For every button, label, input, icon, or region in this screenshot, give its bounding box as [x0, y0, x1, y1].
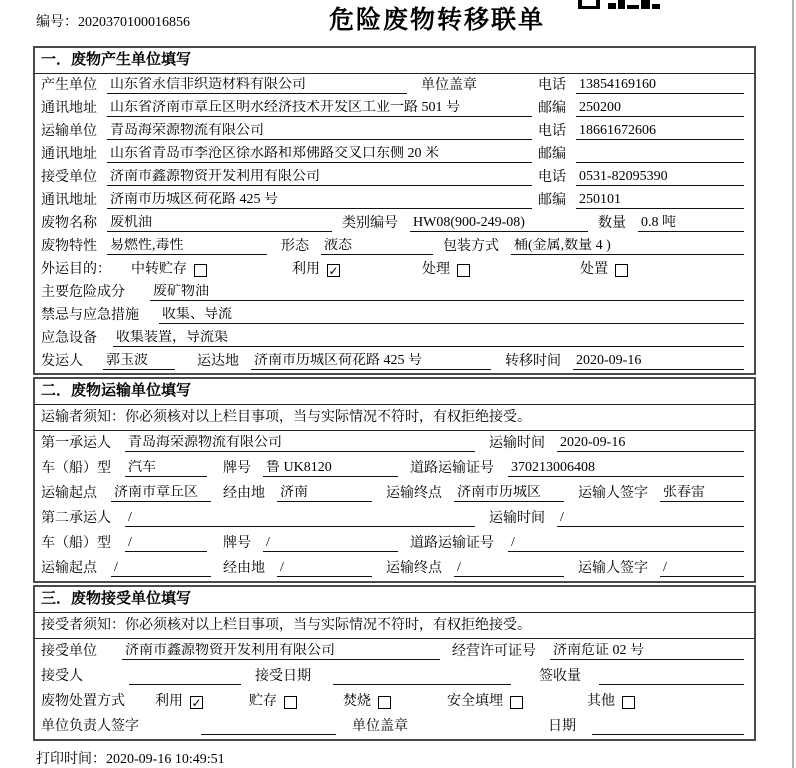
qr-code-icon — [578, 0, 662, 10]
producer-field: 山东省永信非织造材料有限公司 — [107, 77, 407, 94]
option-label: 处置 — [580, 262, 608, 277]
origin2-field: / — [111, 560, 211, 577]
row-producer — [35, 74, 754, 97]
terminal2-field: / — [454, 560, 564, 577]
checkbox-icon — [510, 696, 523, 709]
vehicle-type-label: 车（船）型 — [41, 461, 111, 476]
form-field: 液态 — [321, 238, 433, 255]
phone-label: 电话 — [538, 78, 566, 93]
permit-label: 经营许可证号 — [452, 644, 536, 659]
receiver-zip-field: 250101 — [576, 192, 744, 209]
transporter-sign-label: 运输人签字 — [578, 561, 648, 576]
origin1-field: 济南市章丘区 — [111, 485, 211, 502]
transporter-sign-label: 运输人签字 — [578, 486, 648, 501]
checkbox-icon — [457, 264, 470, 277]
measures-field: 收集、导流 — [159, 307, 744, 324]
zip-group — [538, 100, 744, 117]
purpose-option-transfer-storage — [131, 262, 207, 278]
disposal-option-landfill — [447, 694, 523, 710]
section-transport-title: 二．废物运输单位填写 — [35, 379, 754, 405]
phone-label: 电话 — [538, 170, 566, 185]
document-header — [0, 0, 796, 46]
row-accept-unit — [35, 639, 754, 664]
row-disposal-method — [35, 689, 754, 714]
disposal-option-store — [249, 694, 297, 710]
acceptor-field — [129, 668, 241, 685]
transport-time2-field: / — [557, 510, 744, 527]
receiver-phone-field: 0531-82095390 — [576, 169, 744, 186]
row-receiver-address — [35, 189, 754, 212]
disposal-option-other — [587, 694, 635, 710]
hazard-label: 主要危险成分 — [41, 285, 125, 300]
page-edge-divider — [792, 0, 794, 768]
accept-unit-label: 接受单位 — [41, 644, 97, 659]
origin-label: 运输起点 — [41, 486, 97, 501]
hazard-field: 废矿物油 — [150, 284, 744, 301]
equipment-field: 收集装置，导流渠 — [113, 330, 744, 347]
equipment-label: 应急设备 — [41, 331, 97, 346]
row-second-carrier — [35, 506, 754, 531]
unit-seal-label: 单位盖章 — [421, 78, 477, 93]
sign2-field: / — [660, 560, 744, 577]
row-emergency-equipment — [35, 327, 754, 350]
address-label: 通讯地址 — [41, 193, 97, 208]
section-receiver — [33, 585, 756, 741]
acceptor-label: 接受人 — [41, 669, 83, 684]
phone-label: 电话 — [538, 124, 566, 139]
carrier2-field: / — [125, 510, 475, 527]
purpose-option-dispose — [580, 262, 628, 278]
category-field: HW08(900-249-08) — [410, 215, 588, 232]
via-label: 经由地 — [223, 486, 265, 501]
row-waste-character — [35, 235, 754, 258]
accept-date-label: 接受日期 — [255, 669, 311, 684]
phone-group — [538, 169, 744, 186]
receiver-label: 接受单位 — [41, 170, 97, 185]
row-emergency-measures — [35, 304, 754, 327]
plate1-field: 鲁 UK8120 — [263, 460, 398, 477]
option-label: 安全填埋 — [447, 694, 503, 709]
plate-label: 牌号 — [223, 461, 251, 476]
row-first-carrier — [35, 431, 754, 456]
head-sign-field — [201, 718, 336, 735]
producer-phone-field: 13854169160 — [576, 77, 744, 94]
transporter-field: 青岛海荣源物流有限公司 — [107, 123, 532, 140]
section-producer — [33, 46, 756, 375]
print-time-value: 2020-09-16 10:49:51 — [106, 752, 225, 767]
vehicle-type-label: 车（船）型 — [41, 536, 111, 551]
unit-seal-label: 单位盖章 — [352, 719, 408, 734]
checkbox-icon — [378, 696, 391, 709]
accept-unit-field: 济南市鑫源物资开发利用有限公司 — [122, 643, 440, 660]
row-transporter-address — [35, 143, 754, 166]
carrier1-label: 第一承运人 — [41, 436, 111, 451]
option-label: 利用 — [292, 262, 320, 277]
quantity-label: 数量 — [598, 216, 626, 231]
destination-label: 运达地 — [197, 354, 239, 369]
checkbox-checked-icon: ✓ — [191, 695, 202, 710]
carrier1-field: 青岛海荣源物流有限公司 — [125, 435, 475, 452]
accept-date-field — [333, 668, 511, 685]
row-route2 — [35, 556, 754, 581]
character-field: 易燃性,毒性 — [107, 238, 267, 255]
sign1-field: 张春雷 — [660, 485, 744, 502]
option-label: 处理 — [422, 262, 450, 277]
license2-field: / — [508, 535, 744, 552]
zip-label: 邮编 — [538, 193, 566, 208]
row-acceptor — [35, 664, 754, 689]
character-label: 废物特性 — [41, 239, 97, 254]
address-label: 通讯地址 — [41, 101, 97, 116]
checkbox-icon — [284, 696, 297, 709]
terminal1-field: 济南市历城区 — [454, 485, 564, 502]
row-vehicle2 — [35, 531, 754, 556]
received-qty-field — [599, 668, 744, 685]
row-waste-name — [35, 212, 754, 235]
transport-time-label: 运输时间 — [489, 511, 545, 526]
permit-field: 济南危证 02 号 — [550, 643, 744, 660]
origin-label: 运输起点 — [41, 561, 97, 576]
producer-label: 产生单位 — [41, 78, 97, 93]
row-consignor — [35, 350, 754, 373]
terminal-label: 运输终点 — [386, 486, 442, 501]
row-purpose — [35, 258, 754, 281]
option-label: 焚烧 — [343, 694, 371, 709]
packing-label: 包装方式 — [443, 239, 499, 254]
zip-group — [538, 192, 744, 209]
option-label: 其他 — [587, 694, 615, 709]
row-route1 — [35, 481, 754, 506]
row-transporter — [35, 120, 754, 143]
consignor-field: 郭玉波 — [103, 353, 175, 370]
waste-name-field: 废机油 — [107, 215, 332, 232]
checkbox-icon — [615, 264, 628, 277]
option-label: 中转贮存 — [131, 262, 187, 277]
transporter-phone-field: 18661672606 — [576, 123, 744, 140]
receiver-address-field: 济南市历城区荷花路 425 号 — [107, 192, 532, 209]
packing-field: 桶(金属,数量 4 ) — [511, 238, 744, 255]
terminal-label: 运输终点 — [386, 561, 442, 576]
transfer-time-label: 转移时间 — [505, 354, 561, 369]
row-head-signature — [35, 714, 754, 739]
checkbox-icon — [194, 264, 207, 277]
disposal-option-incinerate — [343, 694, 391, 710]
row-receiver — [35, 166, 754, 189]
vehicle1-field: 汽车 — [125, 460, 207, 477]
waste-name-label: 废物名称 — [41, 216, 97, 231]
address-label: 通讯地址 — [41, 147, 97, 162]
serial-label: 编号： — [36, 15, 78, 30]
transfer-time-field: 2020-09-16 — [573, 353, 744, 370]
received-qty-label: 签收量 — [539, 669, 581, 684]
zip-group — [538, 146, 744, 163]
plate2-field: / — [263, 535, 398, 552]
transport-time1-field: 2020-09-16 — [557, 435, 744, 452]
option-label: 利用 — [155, 694, 183, 709]
section-transport — [33, 377, 756, 583]
phone-group — [538, 123, 744, 140]
transport-time-label: 运输时间 — [489, 436, 545, 451]
vehicle2-field: / — [125, 535, 207, 552]
date-field — [592, 718, 744, 735]
via2-field: / — [277, 560, 372, 577]
section-producer-title: 一．废物产生单位填写 — [35, 48, 754, 74]
head-sign-label: 单位负责人签字 — [41, 719, 139, 734]
receiver-notice: 接受者须知：你必须核对以上栏目事项，当与实际情况不符时，有权拒绝接受。 — [35, 613, 754, 639]
serial-value: 2020370100016856 — [78, 15, 190, 30]
checkbox-checked-icon: ✓ — [328, 263, 339, 278]
disposal-option-utilize — [155, 694, 203, 710]
form-body — [33, 46, 756, 743]
purpose-option-treat — [422, 262, 470, 278]
checkbox-icon — [622, 696, 635, 709]
carrier2-label: 第二承运人 — [41, 511, 111, 526]
print-time — [36, 748, 225, 768]
producer-address-field: 山东省济南市章丘区明水经济技术开发区工业一路 501 号 — [107, 100, 532, 117]
destination-field: 济南市历城区荷花路 425 号 — [251, 353, 491, 370]
form-label: 形态 — [281, 239, 309, 254]
quantity-field: 0.8 吨 — [638, 215, 744, 232]
page-title: 危险废物转移联单 — [328, 6, 545, 34]
row-hazard-component — [35, 281, 754, 304]
zip-label: 邮编 — [538, 147, 566, 162]
measures-label: 禁忌与应急措施 — [41, 308, 139, 323]
transporter-zip-field — [576, 146, 744, 163]
plate-label: 牌号 — [223, 536, 251, 551]
via1-field: 济南 — [277, 485, 372, 502]
consignor-label: 发运人 — [41, 354, 83, 369]
section-receiver-title: 三．废物接受单位填写 — [35, 587, 754, 613]
option-label: 贮存 — [249, 694, 277, 709]
phone-group — [538, 77, 744, 94]
category-label: 类别编号 — [342, 216, 398, 231]
road-license-label: 道路运输证号 — [410, 461, 494, 476]
purpose-label: 外运目的： — [41, 262, 111, 277]
via-label: 经由地 — [223, 561, 265, 576]
producer-zip-field: 250200 — [576, 100, 744, 117]
license1-field: 370213006408 — [508, 460, 744, 477]
road-license-label: 道路运输证号 — [410, 536, 494, 551]
print-time-label: 打印时间： — [36, 752, 106, 767]
transporter-address-field: 山东省青岛市李沧区徐水路和郑佛路交叉口东侧 20 米 — [107, 146, 532, 163]
receiver-field: 济南市鑫源物资开发利用有限公司 — [107, 169, 532, 186]
disposal-label: 废物处置方式 — [41, 694, 125, 709]
date-label: 日期 — [548, 719, 576, 734]
row-producer-address — [35, 97, 754, 120]
transporter-label: 运输单位 — [41, 124, 97, 139]
row-vehicle1 — [35, 456, 754, 481]
purpose-option-utilize — [292, 262, 340, 278]
transport-notice: 运输者须知：你必须核对以上栏目事项，当与实际情况不符时，有权拒绝接受。 — [35, 405, 754, 431]
zip-label: 邮编 — [538, 101, 566, 116]
